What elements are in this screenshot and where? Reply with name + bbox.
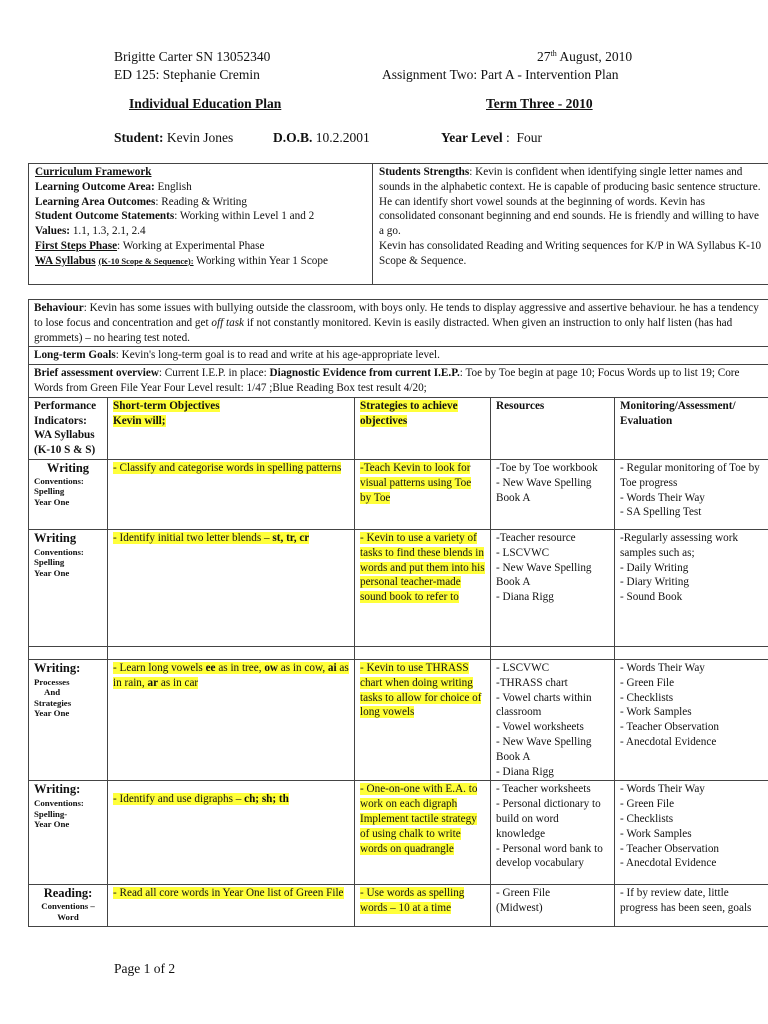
document-title: Individual Education Plan <box>129 96 282 111</box>
curriculum-line: Values: 1.1, 1.3, 2.1, 2.4 <box>35 225 146 238</box>
indicators-header: Performance Indicators: WA Syllabus (K-10 S & S) <box>29 397 108 459</box>
monitoring-cell: - Regular monitoring of Toe by Toe progress - Words Their Way - SA Spelling Test <box>615 459 768 529</box>
objective-cell: - Learn long vowels ee as in tree, ow as in cow, ai as in rain, ar as in car <box>108 659 355 780</box>
indicator-cell: Writing: Conventions: Spelling- Year One <box>29 781 108 885</box>
strategy-cell: - Use words as spelling words – 10 at a time <box>355 885 491 927</box>
curriculum-line: Student Outcome Statements: Working within Level 1 and 2 <box>35 210 315 223</box>
strategies-header: Strategies to achieve objectives <box>355 397 491 459</box>
monitoring-cell: -Regularly assessing work samples such as; - Daily Writing - Diary Writing - Sound Book <box>615 529 768 646</box>
dob-label: D.O.B. <box>273 130 313 145</box>
table-row <box>29 781 768 885</box>
assignment-line: Assignment Two: Part A - Intervention Plan <box>382 67 619 82</box>
objectives-header: Short-term Objectives Kevin will; <box>108 397 355 459</box>
resources-cell: - LSCVWC -THRASS chart - Vowel charts within classroom - Vowel worksheets - New Wave Spelling Book A - Diana Rigg <box>491 659 615 780</box>
date-sup: th <box>550 49 557 58</box>
date-rest: August, 2010 <box>556 49 633 64</box>
long-term-goals-row: Long-term Goals: Kevin's long-term goal is to read and write at his age-appropriate level. <box>29 347 768 365</box>
student-strengths-cell <box>373 164 768 285</box>
resources-cell: - Teacher worksheets - Personal dictionary to build on word knowledge - Personal word bank to develop vocabulary <box>491 781 615 885</box>
strategy-cell: - One-on-one with E.A. to work on each digraph Implement tactile strategy of using chalk to write words on quadrangle <box>355 781 491 885</box>
table-row <box>29 459 768 529</box>
date-line <box>537 48 632 66</box>
monitoring-header: Monitoring/Assessment/ Evaluation <box>615 397 768 459</box>
objective-cell: - Identify initial two letter blends – st, tr, cr <box>108 529 355 646</box>
resources-cell: - Green File (Midwest) <box>491 885 615 927</box>
monitoring-cell: - Words Their Way - Green File - Checklists - Work Samples - Teacher Observation - Anecdotal Evidence <box>615 659 768 780</box>
date-day: 27 <box>537 49 551 64</box>
behaviour-row: Behaviour: Kevin has some issues with bullying outside the classroom, with boys only. He tends to display aggressive and assertive behaviour. he has a tendency to lose focus and concentration and get off task if not constantly monitored. Kevin is easily distracted. When given an instruction to only half listen (has had grommets) – no hearing test noted. <box>29 300 768 347</box>
year-level-value: Four <box>516 130 543 145</box>
table-row <box>29 529 768 646</box>
resources-header: Resources <box>491 397 615 459</box>
curriculum-line: Learning Area Outcomes: Reading & Writing <box>35 195 247 208</box>
indicator-cell: Writing Conventions: Spelling Year One <box>29 529 108 646</box>
strategy-cell: -Teach Kevin to look for visual patterns using Toe by Toe <box>355 459 491 529</box>
table-row <box>29 885 768 927</box>
term-title: Term Three - 2010 <box>486 96 593 111</box>
curriculum-table <box>28 163 768 285</box>
year-level-sep: : <box>505 130 510 145</box>
year-level-line <box>441 129 542 147</box>
column-header-row <box>29 397 768 459</box>
course-line: ED 125: Stephanie Cremin <box>114 67 260 82</box>
objective-cell: - Classify and categorise words in spelling patterns <box>108 459 355 529</box>
strengths-text: Students Strengths: Kevin is confident when identifying single letter names and sounds in the alphabetic context. He is capable of producing basic sentence structure. He can identify short vowel sounds at the beginning of words. Kevin has consolidated consonant beginning and end sounds. He is friendly and willing to have a go. <box>379 166 761 238</box>
student-name: Kevin Jones <box>166 130 234 145</box>
dob-value: 10.2.2001 <box>315 130 370 145</box>
page-number: Page 1 of 2 <box>114 961 176 976</box>
monitoring-cell: - If by review date, little progress has been seen, goals <box>615 885 768 927</box>
table-row <box>29 659 768 780</box>
resources-cell: -Teacher resource - LSCVWC - New Wave Spelling Book A - Diana Rigg <box>491 529 615 646</box>
curriculum-framework-cell <box>29 164 373 285</box>
curriculum-heading: Curriculum Framework <box>35 166 152 178</box>
iep-table <box>28 299 768 927</box>
student-label: Student: <box>114 130 164 145</box>
indicator-cell: Writing: Processes And Strategies Year One <box>29 659 108 780</box>
strengths-text-2: Kevin has consolidated Reading and Writing sequences for K/P in WA Syllabus K-10 Scope & Sequence. <box>379 239 762 267</box>
objective-cell: - Identify and use digraphs – ch; sh; th <box>108 781 355 885</box>
indicator-cell: Reading: Conventions – Word <box>29 885 108 927</box>
dob-line <box>273 129 370 147</box>
year-level-label: Year Level <box>441 130 503 145</box>
indicator-cell: Writing Conventions: Spelling Year One <box>29 459 108 529</box>
spacer-row <box>29 646 768 659</box>
curriculum-line: Learning Outcome Area: English <box>35 180 192 193</box>
objective-cell: - Read all core words in Year One list of Green File <box>108 885 355 927</box>
monitoring-cell: - Words Their Way - Green File - Checklists - Work Samples - Teacher Observation - Anecdotal Evidence <box>615 781 768 885</box>
resources-cell: -Toe by Toe workbook - New Wave Spelling Book A <box>491 459 615 529</box>
strategy-cell: - Kevin to use THRASS chart when doing writing tasks to allow for choice of long vowels <box>355 659 491 780</box>
wa-syllabus-line: WA Syllabus (K-10 Scope & Sequence): Working within Year 1 Scope <box>35 254 328 267</box>
student-line <box>114 129 233 147</box>
brief-assessment-row: Brief assessment overview: Current I.E.P. in place: Diagnostic Evidence from current I.E.P.: Toe by Toe begin at page 10; Focus Words up to list 19; Core Words from Green File Year Four Level result: 1/47 ;Blue Reading Box test result 4/20; <box>29 365 768 398</box>
first-steps-line: First Steps Phase: Working at Experimental Phase <box>35 239 265 252</box>
strategy-cell: - Kevin to use a variety of tasks to find these blends in words and put them into his personal teacher-made sound book to refer to <box>355 529 491 646</box>
author-line: Brigitte Carter SN 13052340 <box>114 49 271 64</box>
